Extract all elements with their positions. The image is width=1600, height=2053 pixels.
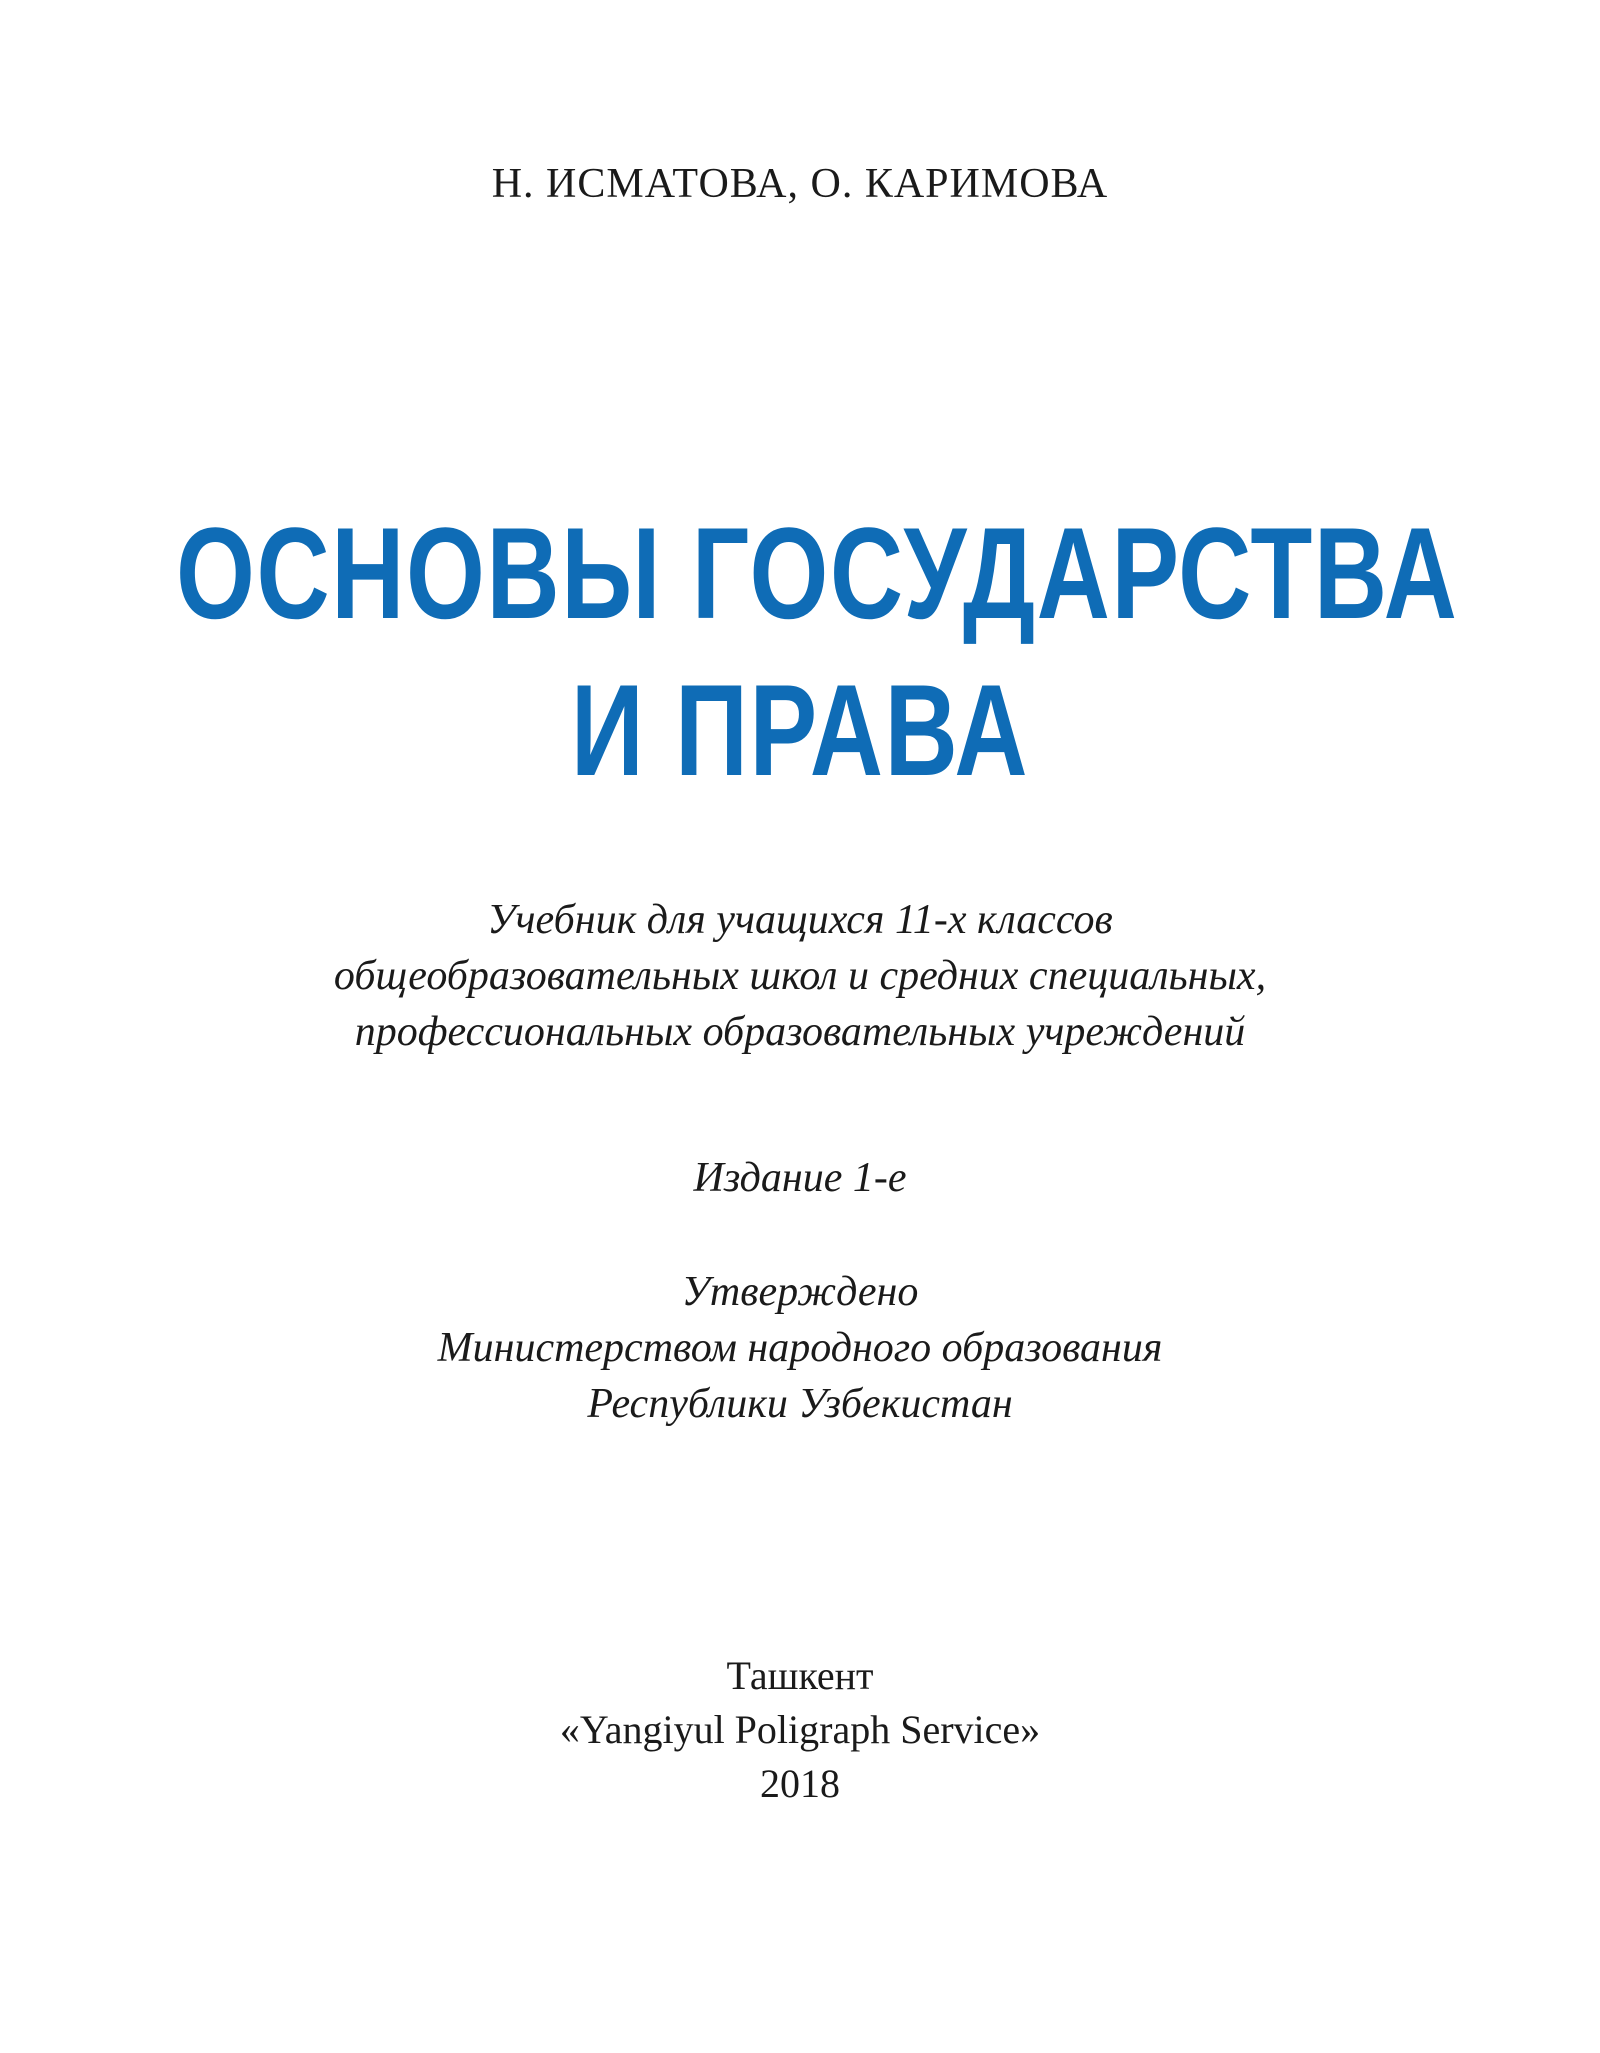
publisher-name: «Yangiyul Poligraph Service» <box>559 1707 1041 1752</box>
edition: Издание 1-е <box>693 1155 907 1201</box>
publication-year: 2018 <box>760 1761 840 1806</box>
approval-line-3: Республики Узбекистан <box>587 1381 1013 1427</box>
approval-line-2: Министерством народного образования <box>437 1325 1163 1371</box>
subtitle-line-2: общеобразовательных школ и средних специальных, <box>333 953 1267 999</box>
approval-line-1: Утверждено <box>681 1269 919 1315</box>
publisher-city: Ташкент <box>726 1653 874 1698</box>
subtitle-line-3: профессиональных образовательных учреждений <box>354 1009 1246 1055</box>
book-title-line-2: И ПРАВА <box>570 657 1030 803</box>
subtitle-line-1: Учебник для учащихся 11-х классов <box>487 897 1113 943</box>
authors: Н. ИСМАТОВА, О. КАРИМОВА <box>491 161 1109 207</box>
book-title-line-1: ОСНОВЫ ГОСУДАРСТВА <box>176 500 1459 646</box>
